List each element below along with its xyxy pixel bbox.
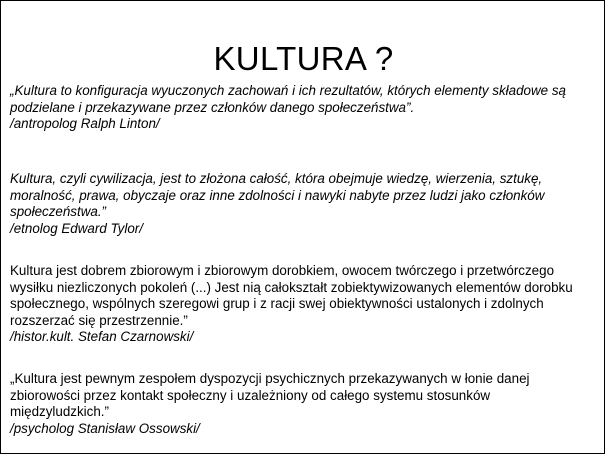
slide-title: KULTURA ?: [213, 40, 394, 77]
quote-line: Kultura jest dobrem zbiorowym i zbiorowym dorobkiem, owocem twórczego i przetwórczego: [10, 263, 555, 278]
quote-line: wysiłku niezliczonych pokoleń (...) Jest nią całokształt zobiektywizowanych elementów dorobku: [10, 279, 573, 295]
quote-author: /psycholog Stanisław Ossowski/: [10, 420, 200, 436]
quote-linton: [10, 83, 595, 133]
quote-line: „Kultura to konfiguracja wyuczonych zachowań i ich rezultatów, których elementy składowe są: [10, 83, 566, 98]
quote-line: Kultura, czyli cywilizacja, jest to złożona całość, która obejmuje wiedzę, wierzenia, sztukę,: [10, 171, 543, 186]
quote-author: /etnolog Edward Tylor/: [10, 220, 143, 236]
quote-line: społecznego, wspólnych szeregowi grup i z racji swej obiektywności ustalonych i zdolnych: [10, 296, 544, 311]
quote-line: „Kultura jest pewnym zespołem dyspozycji psychicznych przekazywanych w łonie danej: [10, 371, 530, 386]
quote-line: społeczeństwa.”: [10, 204, 107, 219]
quote-czarnowski: [10, 263, 595, 346]
quote-line: międzyludzkich.”: [10, 404, 109, 419]
quote-line: zbiorowości przez kontakt społeczny i uzależniony od całego systemu stosunków: [10, 387, 491, 403]
quote-line: rozszerzać się przestrzennie.”: [10, 312, 188, 328]
quote-line: podzielane i przekazywane przez członków danego społeczeństwa”.: [10, 99, 415, 115]
quote-line: moralność, prawa, obyczaje oraz inne zdolności i nawyki nabyte przez ludzi jako członków: [10, 187, 545, 203]
quote-author: /histor.kult. Stefan Czarnowski/: [10, 329, 194, 344]
quote-author: /antropolog Ralph Linton/: [10, 116, 160, 131]
quote-tylor: [10, 171, 595, 237]
quote-ossowski: [10, 371, 595, 437]
